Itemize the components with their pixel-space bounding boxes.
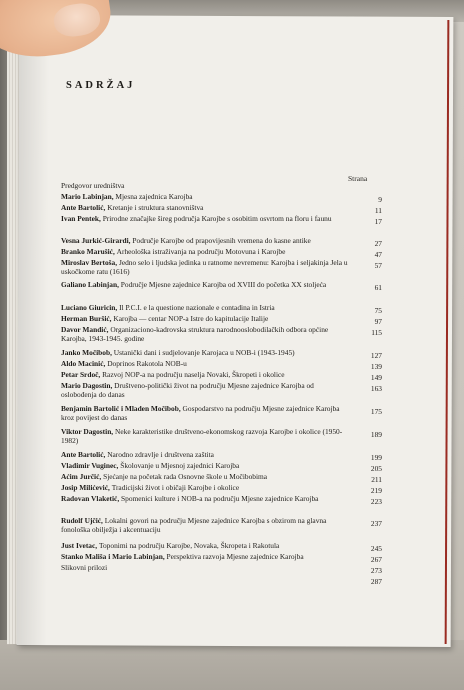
toc-entry-page: 267 bbox=[370, 555, 382, 564]
toc-entry-page: 245 bbox=[370, 544, 382, 553]
toc-entry-page: 27 bbox=[374, 239, 382, 248]
toc-entry-page: 139 bbox=[370, 362, 382, 371]
toc-entry bbox=[61, 360, 351, 369]
toc-entry-author: Mario Dagostin, bbox=[61, 381, 115, 390]
toc-entry bbox=[61, 462, 351, 471]
toc-entry-title: Predgovor uredništva bbox=[61, 181, 125, 190]
toc-entry-page: 273 bbox=[370, 566, 382, 575]
toc-entry-page: 115 bbox=[371, 328, 382, 337]
toc-entry-author: Stanko Mališa i Mario Labinjan, bbox=[61, 552, 167, 561]
toc-entry-page: 11 bbox=[374, 206, 382, 215]
toc-entry-page: 97 bbox=[374, 317, 382, 326]
toc-entry-author: Rudolf Ujčić, bbox=[61, 516, 105, 525]
toc-entry-title: Karojba — centar NOP-a Istre do kapitulacije Italije bbox=[113, 314, 269, 323]
toc-entry-title: Prirodne značajke šireg područja Karojbe s osobitim osvrtom na floru i faunu bbox=[102, 214, 332, 223]
toc-entry-title: Područje Karojbe od prapovijesnih vremena do kasne antike bbox=[132, 236, 311, 245]
toc-entry bbox=[61, 371, 351, 380]
toc-entry-author: Radovan Vlaketić, bbox=[61, 494, 122, 503]
toc-entry-title: Perspektiva razvoja Mjesne zajednice Karojba bbox=[166, 552, 304, 561]
toc-entry bbox=[61, 193, 351, 202]
toc-title: SADRŽAJ bbox=[66, 80, 136, 91]
toc-entry-author: Ante Bartolić, bbox=[61, 450, 108, 459]
toc-entry-title: Gospodarstvo na području Mjesne zajednice Karojba kroz povijest do danas bbox=[61, 404, 340, 422]
toc-entry-author: Aldo Macinić, bbox=[61, 359, 108, 368]
toc-entry-title: Kretanje i struktura stanovništva bbox=[107, 203, 204, 212]
toc-entry-page: 47 bbox=[374, 250, 382, 259]
page-column-label: Strana bbox=[348, 174, 368, 183]
toc-entry bbox=[61, 484, 351, 493]
toc-entry bbox=[61, 495, 351, 504]
toc-entry bbox=[61, 564, 351, 573]
toc-entry-author: Miroslav Bertoša, bbox=[61, 258, 119, 267]
gutter-shadow bbox=[17, 16, 50, 646]
toc-entry-page: 9 bbox=[378, 195, 382, 204]
toc-entry-title: Neke karakteristike društveno-ekonomskog razvoja Karojbe i okolice (1950-1982) bbox=[61, 427, 343, 445]
toc-entry-author: Josip Milićević, bbox=[61, 483, 112, 492]
toc-entry-title: Arheološka istraživanja na području Motovuna i Karojbe bbox=[116, 247, 286, 256]
toc-entry bbox=[61, 215, 351, 224]
toc-entry-title: Tradicijski život i običaji Karojbe i okolice bbox=[111, 483, 240, 492]
toc-entry bbox=[61, 473, 351, 482]
toc-entry-page: 189 bbox=[370, 430, 382, 439]
toc-entry-title: Ustanički dani i sudjelovanje Karojaca u NOB-i (1943-1945) bbox=[113, 348, 295, 357]
toc-entry-author: Galiano Labinjan, bbox=[61, 280, 121, 289]
toc-entry-page: 237 bbox=[370, 519, 382, 528]
toc-entry-page: 127 bbox=[370, 351, 382, 360]
toc-entry-author: Mario Labinjan, bbox=[61, 192, 116, 201]
toc-entry bbox=[61, 204, 351, 213]
toc-entry bbox=[61, 315, 351, 324]
toc-entry-page: 223 bbox=[370, 497, 382, 506]
toc-entry-title: Doprinos Rakotola NOB-u bbox=[107, 359, 187, 368]
toc-entry bbox=[61, 349, 351, 358]
toc-entry bbox=[61, 451, 351, 460]
toc-entry-title: Il P.C.I. e la questione nazionale e contadina in Istria bbox=[119, 303, 275, 312]
toc-entry bbox=[61, 405, 351, 422]
toc-entry-page: 211 bbox=[371, 475, 382, 484]
toc-entry-title: Školovanje u Mjesnoj zajednici Karojba bbox=[120, 461, 240, 470]
toc-entry-author: Aćim Jurčić, bbox=[61, 472, 104, 481]
toc-entry-title: Sjećanje na početak rada Osnovne škole u Močibobima bbox=[103, 472, 268, 481]
toc-entry-page: 57 bbox=[374, 261, 382, 270]
toc-entry-author: Petar Srdoč, bbox=[61, 370, 103, 379]
toc-entry bbox=[61, 553, 351, 562]
toc-entry-title: Područje Mjesne zajednice Karojba od XVIII do početka XX stoljeća bbox=[120, 280, 327, 289]
toc-entry-author: Just Ivetac, bbox=[61, 541, 99, 550]
toc-entry-page: 199 bbox=[370, 453, 382, 462]
toc-entry-author: Janko Močibob, bbox=[61, 348, 114, 357]
toc-entry-page: 75 bbox=[374, 306, 382, 315]
toc-entry-title: Slikovni prilozi bbox=[61, 563, 108, 572]
toc-entry bbox=[61, 428, 351, 445]
toc-entry-author: Luciano Giuricin, bbox=[61, 303, 120, 312]
toc-entry-title: Jedno selo i ljudska jedinka u ratnome nevremenu: Karojba i seljakinja Jela u uskočkome ratu (1616) bbox=[61, 258, 348, 276]
toc-entry-author: Davor Mandić, bbox=[61, 325, 111, 334]
toc-entry-author: Viktor Dagostin, bbox=[61, 427, 115, 436]
toc-entry-title: Organizaciono-kadrovska struktura narodnooslobodilačkih odbora općine Karojba, 1943-1945. godine bbox=[61, 325, 329, 343]
toc-entry-title: Društveno-politički život na području Mjesne zajednice Karojba od oslobođenja do danas bbox=[61, 381, 314, 399]
toc-entry-title: Spomenici kulture i NOB-a na području Mjesne zajednice Karojba bbox=[121, 494, 319, 503]
toc-entry bbox=[61, 182, 351, 191]
toc-entry-author: Vesna Jurkić-Girardi, bbox=[61, 236, 133, 245]
toc-entry-page: 149 bbox=[370, 373, 382, 382]
toc-entry-author: Branko Marušić, bbox=[61, 247, 117, 256]
toc-entry bbox=[61, 237, 351, 246]
toc-entry-page: 163 bbox=[370, 384, 382, 393]
toc-entry-author: Herman Buršić, bbox=[61, 314, 114, 323]
toc-entry-page: 219 bbox=[370, 486, 382, 495]
toc-entry bbox=[61, 281, 351, 290]
toc-entry-page: 61 bbox=[374, 283, 382, 292]
toc-entry bbox=[61, 304, 351, 313]
background-bottom bbox=[0, 640, 464, 690]
toc-entry-title: Toponimi na području Karojbe, Novaka, Škropeta i Rakotula bbox=[98, 541, 280, 550]
toc-entry-title: Razvoj NOP-a na području naselja Novaki, Škropeti i okolice bbox=[102, 370, 285, 379]
toc-entry bbox=[61, 248, 351, 257]
toc-entry bbox=[61, 259, 351, 276]
toc-entry-page: 287 bbox=[370, 577, 382, 586]
toc-entry-author: Ivan Pentek, bbox=[61, 214, 103, 223]
toc-entry-page: 205 bbox=[370, 464, 382, 473]
toc-entry-author: Ante Bartolić, bbox=[61, 203, 108, 212]
toc-entry bbox=[61, 382, 351, 399]
toc-entry bbox=[61, 517, 351, 534]
toc-entry bbox=[61, 326, 351, 343]
toc-entry-title: Narodno zdravlje i društvena zaštita bbox=[107, 450, 214, 459]
toc-entry-page: 17 bbox=[374, 217, 382, 226]
toc-entry-author: Benjamin Bartolić i Mladen Močibob, bbox=[61, 404, 183, 413]
toc-entry-title: Lokalni govori na području Mjesne zajednice Karojba s obzirom na glavna fonološka obilježja i akcentuaciju bbox=[61, 516, 327, 534]
toc-entry-page: 175 bbox=[370, 407, 382, 416]
toc-entry bbox=[61, 542, 351, 551]
toc-entry-author: Vladimir Vuginec, bbox=[61, 461, 121, 470]
toc-entry-title: Mjesna zajednica Karojba bbox=[115, 192, 193, 201]
